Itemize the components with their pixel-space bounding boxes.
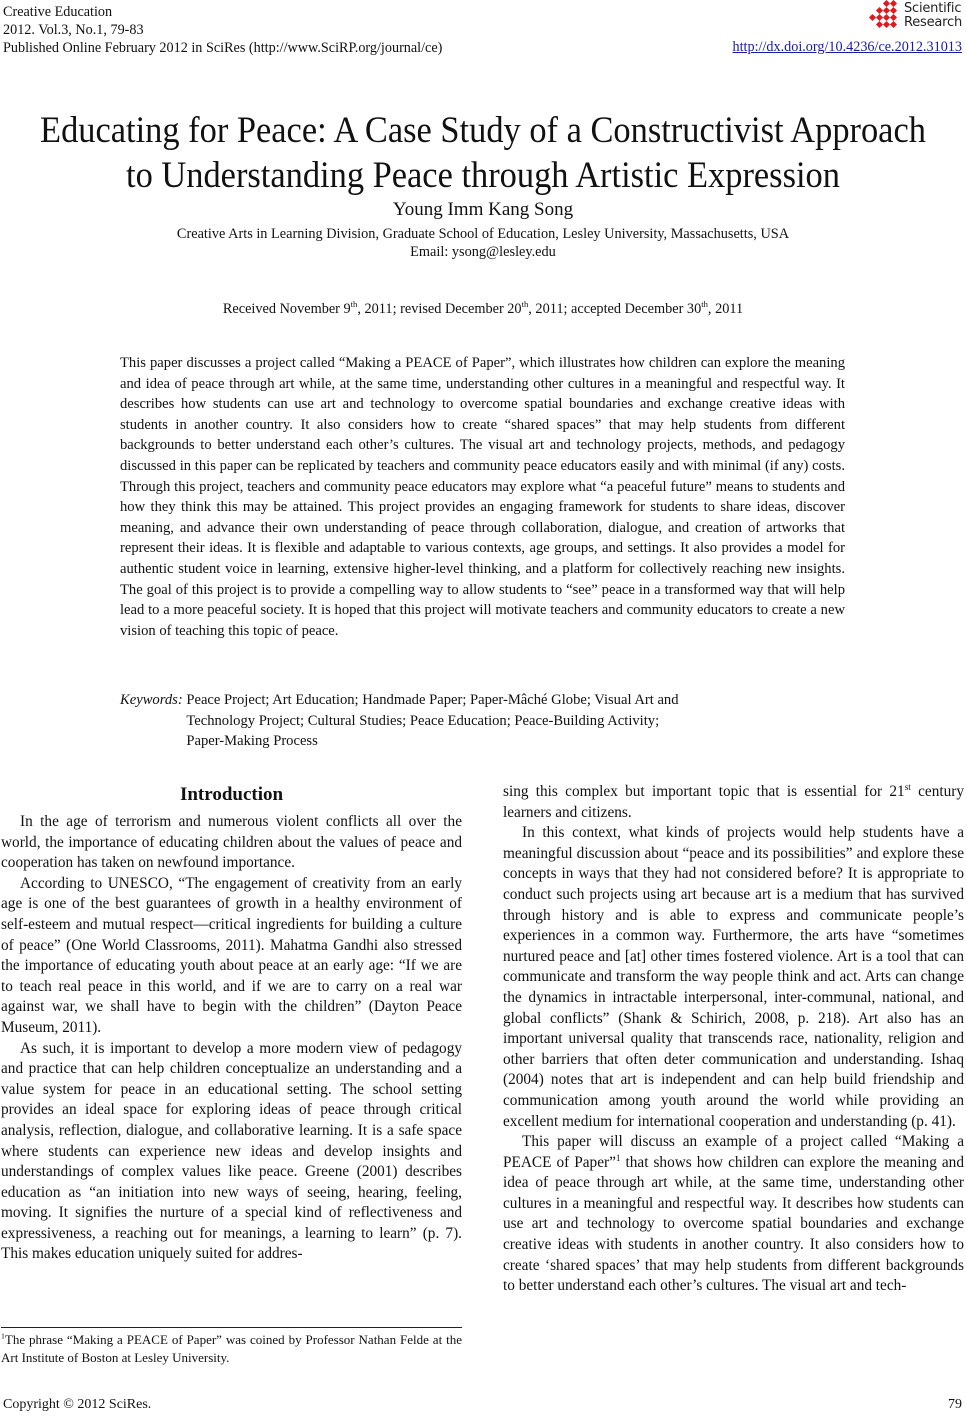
journal-volume: 2012. Vol.3, No.1, 79-83 — [3, 22, 144, 38]
keywords-label: Keywords: — [120, 692, 187, 708]
section-heading: Introduction — [179, 784, 284, 805]
body-column-left — [1, 780, 462, 1265]
abstract: This paper discusses a project called “Making a PEACE of Paper”, which illustrates how children can explore the meaning and idea of peace through art while, at the same time, understanding other cultures in a meaningful and respectful way. It describes how students can use art and technology to overcome spatial boundaries and exchange creative ideas with students in another country. It also considers how to create “shared spaces” that may help students from different backgrounds to better understand each other’s cultures. The visual art and technology projects, methods, and pedagogy discussed in this paper can be replicated by teachers and community peace educators easily and with minimal (if any) costs. Through this project, teachers and community peace educators may explore what “a peaceful future” means to students and how they think this may be attained. This project provides an engaging framework for students to share ideas, discover meaning, and advance their own understanding of peace through collaboration, dialogue, and creation of artworks that represent their ideas. It is flexible and adaptable to various contexts, age groups, and settings. It also provides a model for authentic student voice in learning, extensive higher-level thinking, and a platform for collectively reaching new insights. The goal of this project is to provide a compelling way to allow students to “see” peace in a transformed way that will help lead to a more peaceful society. It is hoped that this project will motivate teachers and community educators to create a new vision of teaching this topic of peace. — [120, 355, 845, 639]
footnote: $^1$The phrase “Making a PEACE of Paper” was coined by Professor Nathan Felde at the Art Institute of Boston at Lesley University. — [1, 1331, 462, 1365]
keywords — [120, 690, 679, 752]
author-name: Young Imm Kang Song — [392, 199, 574, 220]
copyright: Copyright © 2012 SciRes. — [3, 1397, 152, 1412]
journal-header — [3, 3, 442, 57]
body-column-right — [503, 782, 964, 1297]
journal-name: Creative Education — [3, 4, 113, 20]
page-number: 79 — [948, 1397, 962, 1412]
paper-title: Educating for Peace: A Case Study of a Constructivist Approach to Understanding Peace through Artistic Expression — [40, 110, 926, 196]
footnote-marker: 1 — [1, 1331, 5, 1341]
footnote-divider — [1, 1327, 462, 1328]
keywords-list: Peace Project; Art Education; Handmade Paper; Paper-Mâché Globe; Visual Art and Technology Project; Cultural Studies; Peace Education; Peace-Building Activity; Paper-Making Process — [186, 692, 679, 750]
publisher-logo — [862, 0, 962, 32]
footnote-reference[interactable]: 1 — [615, 1152, 621, 1163]
affiliation: Creative Arts in Learning Division, Graduate School of Education, Lesley University, Massachusetts, USA — [176, 226, 790, 242]
received-dates: Received November 9th, 2011; revised December 20th, 2011; accepted December 30th, 2011 — [222, 299, 744, 317]
paragraph: As such, it is important to develop a more modern view of pedagogy and practice that can help children conceptualize an understanding and a value system for peace in an educational setting. The school setting provides an ideal space for exploring ideas of peace through critical analysis, reflection, dialogue, and collaborative learning. It is a safe space where students can experience new ideas and develop insights and understandings of complex values like peace. Greene (2001) describes education as “an initiation into new ways of seeing, hearing, feeling, moving. It signifies the nurture of a special kind of reflectiveness and expressiveness, a reaching out for meanings, a learning to learn” (p. 7). This makes education uniquely suited for addres- — [1, 1039, 462, 1263]
author-affiliation — [0, 225, 966, 261]
paragraph: This paper will discuss an example of a project called “Making a PEACE of Paper”$^1$ that shows how children can explore the meaning and idea of peace through art while, at the same time, understanding other cultures in a meaningful and respectful way. It describes how students can use art and technology to overcome spatial boundaries and exchange creative ideas with students in another country. It also considers how to create ‘shared spaces’ that may help students from different backgrounds to better understand each other’s cultures. The visual art and tech- — [503, 1133, 964, 1295]
author-email: Email: ysong@lesley.edu — [410, 244, 556, 260]
scientific-research-diamond-logo-icon — [862, 0, 902, 32]
paragraph: According to UNESCO, “The engagement of creativity from an early age is one of the best guarantees of growth in a healthy environment of self-esteem and mutual respect—critical ingredients for building a culture of peace” (One World Classrooms, 2011). Mahatma Gandhi also stressed the importance of educating youth about peace at an early age: “If we are to teach real peace in this world, and if we are to carry on a real war against war, we shall have to begin with the children” (Dayton Peace Museum, 2011). — [1, 874, 462, 1036]
paragraph: In this context, what kinds of projects would help students have a meaningful discussion about “peace and its possibilities” and explore these concepts in ways that they had not considered before? It is appropriate to conduct such projects using art because art is a medium that has survived through history and is able to express and communicate people’s experiences in a common way. Furthermore, the arts have “sometimes nurtured peace and [at] other times fostered violence. Art is a tool that can communicate and transform the way people think and act. Arts can change the dynamics in intractable interpersonal, inter-communal, national, and global conflicts” (Shank & Schirich, 2008, p. 218). Art also has an important universal quality that transcends race, nationality, religion and other barriers that often deter communication and understanding. Ishaq (2004) notes that art is independent and can help build friendship and communication among youth around the world while providing an excellent medium for international cooperation and understanding (p. 41). — [503, 824, 964, 1130]
paragraph: In the age of terrorism and numerous violent conflicts all over the world, the importance of educating children about the values of peace and cooperation has taken on newfound importance. — [1, 813, 462, 872]
paragraph-continuation: sing this complex but important topic that is essential for 21st century learners and citizens. — [503, 781, 964, 821]
publication-info: Published Online February 2012 in SciRes (http://www.SciRP.org/journal/ce) — [3, 40, 443, 56]
publisher-name: Scientific Research — [903, 1, 962, 30]
doi-link[interactable]: http://dx.doi.org/10.4236/ce.2012.31013 — [732, 39, 962, 55]
